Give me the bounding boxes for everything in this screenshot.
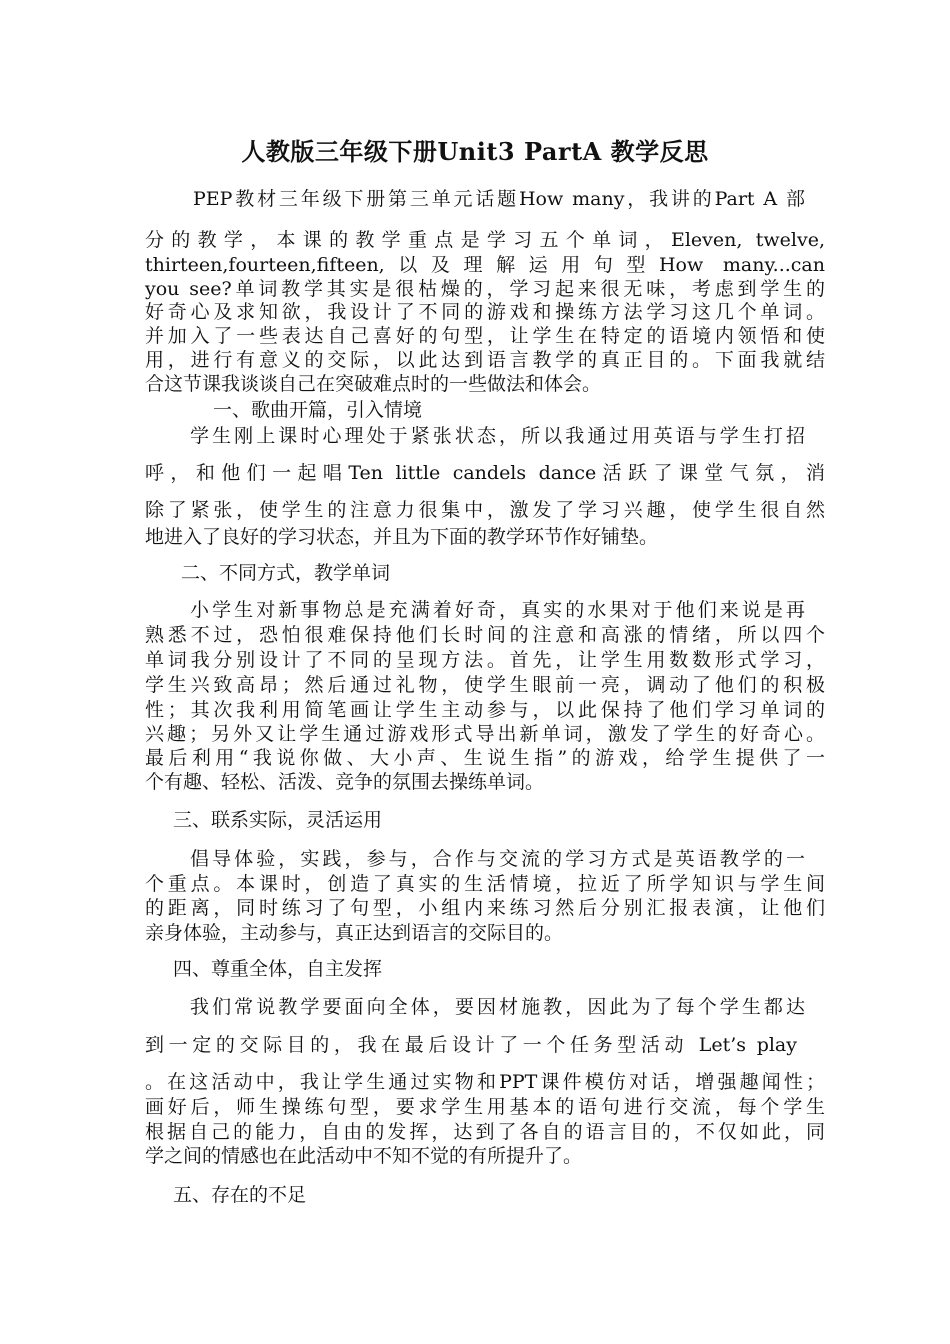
paragraph-line: thirteen,fourteen,fifteen,以及理解运用句型How many...can: [145, 254, 825, 276]
paragraph-line: 兴趣；另外又让学生通过游戏形式导出新单词，激发了学生的好奇心。: [145, 723, 825, 745]
paragraph-line: 倡导体验，实践，参与，合作与交流的学习方式是英语教学的一: [190, 848, 805, 870]
paragraph-line: 根据自己的能力，自由的发挥，达到了各自的语言目的，不仅如此，同: [145, 1121, 825, 1143]
paragraph-line: 性；其次我利用简笔画让学生主动参与，以此保持了他们学习单词的: [145, 699, 825, 721]
paragraph-line: you see?单词教学其实是很枯燥的，学习起来很无味，考虑到学生的: [145, 278, 825, 300]
paragraph-line: 地进入了良好的学习状态，并且为下面的教学环节作好铺垫。: [145, 526, 659, 548]
section-heading-3: 三、联系实际，灵活运用: [173, 809, 383, 831]
paragraph-line: 亲身体验，主动参与，真正达到语言的交际目的。: [145, 922, 564, 944]
section-heading-2: 二、不同方式，教学单词: [181, 562, 391, 584]
paragraph-line: 画好后，师生操练句型，要求学生用基本的语句进行交流，每个学生: [145, 1096, 825, 1118]
paragraph-line: 熟悉不过，恐怕很难保持他们长时间的注意和高涨的情绪，所以四个: [145, 624, 825, 646]
section-heading-5: 五、存在的不足: [173, 1184, 307, 1206]
paragraph-line: 学之间的情感也在此活动中不知不觉的有所提升了。: [145, 1145, 583, 1167]
paragraph-line: 学生刚上课时心理处于紧张状态，所以我通过用英语与学生打招: [190, 425, 805, 447]
paragraph-line: 我们常说教学要面向全体，要因材施教，因此为了每个学生都达: [190, 996, 805, 1018]
section-heading-4: 四、尊重全体，自主发挥: [173, 958, 383, 980]
document-title: 人教版三年级下册Unit3 PartA 教学反思: [241, 137, 709, 166]
paragraph-line: 个重点。本课时，创造了真实的生活情境，拉近了所学知识与学生间: [145, 873, 825, 895]
paragraph-line: 单词我分别设计了不同的呈现方法。首先，让学生用数数形式学习，: [145, 649, 825, 671]
paragraph-line: 的距离，同时练习了句型，小组内来练习然后分别汇报表演，让他们: [145, 897, 825, 919]
paragraph-line: 合这节课我谈谈自己在突破难点时的一些做法和体会。: [145, 373, 602, 395]
paragraph-line: 并加入了一些表达自己喜好的句型，让学生在特定的语境内领悟和使: [145, 325, 825, 347]
paragraph-line: 小学生对新事物总是充满着好奇，真实的水果对于他们来说是再: [190, 599, 805, 621]
paragraph-line: 好奇心及求知欲，我设计了不同的游戏和操练方法学习这几个单词。: [145, 301, 825, 323]
paragraph-line: 个有趣、轻松、活泼、竞争的氛围去操练单词。: [145, 771, 545, 793]
paragraph-line: 分的教学，本课的教学重点是学习五个单词，Eleven, twelve,: [145, 229, 825, 251]
section-heading-1: 一、歌曲开篇，引入情境: [213, 399, 423, 421]
paragraph-line: 。在这活动中，我让学生通过实物和PPT课件模仿对话，增强趣闻性；: [145, 1071, 825, 1093]
paragraph-line: 用，进行有意义的交际，以此达到语言教学的真正目的。下面我就结: [145, 349, 825, 371]
paragraph-line: 最后利用“我说你做、大小声、生说生指”的游戏，给学生提供了一: [145, 747, 825, 769]
paragraph-line: 到一定的交际目的，我在最后设计了一个任务型活动 Let’s play: [145, 1034, 797, 1056]
paragraph-line: 呼，和他们一起唱Ten little candels dance活跃了课堂气氛，消: [145, 462, 825, 484]
paragraph-line: 除了紧张，使学生的注意力很集中，激发了学习兴趣，使学生很自然: [145, 499, 825, 521]
paragraph-line: PEP教材三年级下册第三单元话题How many，我讲的Part A 部: [193, 188, 805, 210]
paragraph-line: 学生兴致高昂；然后通过礼物，使学生眼前一亮，调动了他们的积极: [145, 674, 825, 696]
